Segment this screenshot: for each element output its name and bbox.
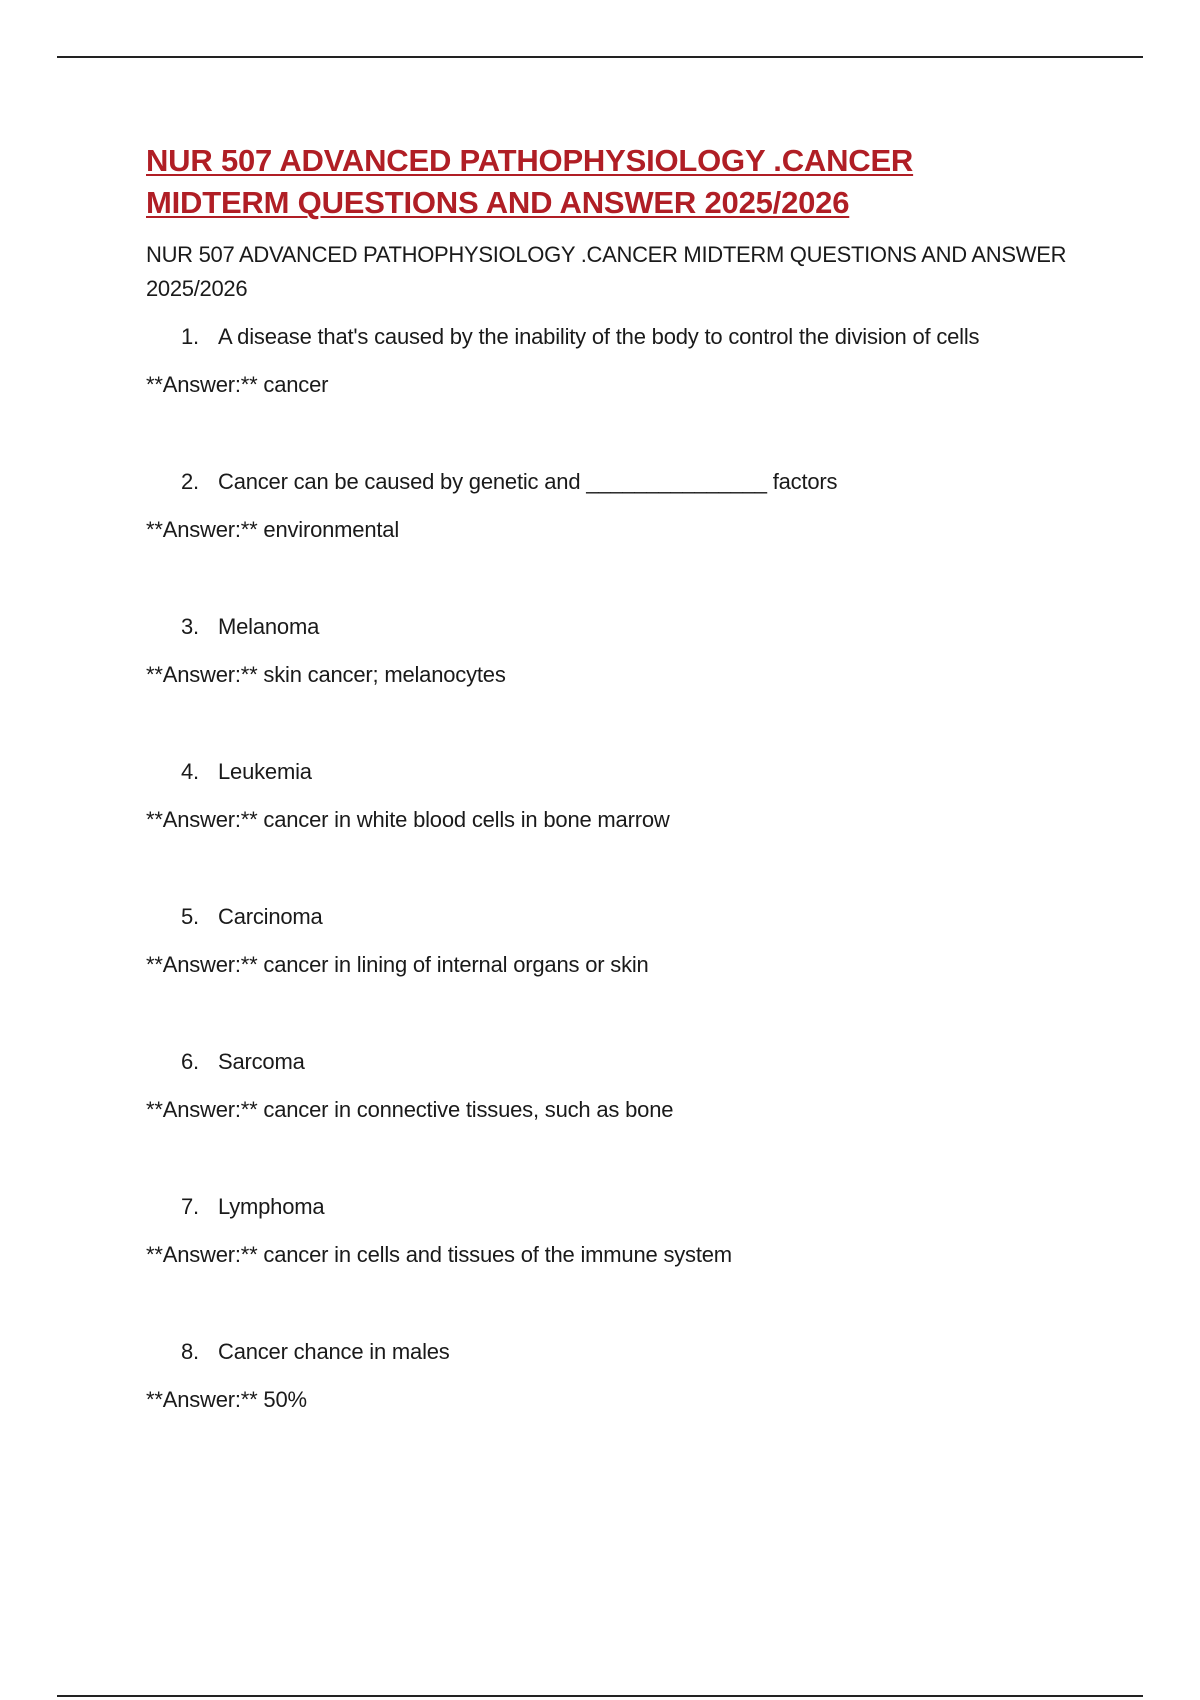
- qa-item-2: [146, 465, 1086, 610]
- question-number: 5.: [181, 904, 199, 929]
- question: [146, 1045, 1086, 1079]
- question-text: Cancer can be caused by genetic and _______________ factors: [218, 469, 838, 494]
- question-number: 6.: [181, 1049, 199, 1074]
- answer-text: **Answer:** cancer in lining of internal organs or skin: [146, 952, 649, 977]
- question-text: Cancer chance in males: [218, 1339, 450, 1364]
- qa-item-3: [146, 610, 1086, 755]
- qa-item-8: [146, 1335, 1086, 1480]
- question-text: A disease that's caused by the inability of the body to control the division of cells: [218, 324, 980, 349]
- qa-item-6: [146, 1045, 1086, 1190]
- question-number: 1.: [181, 324, 199, 349]
- question-text: Lymphoma: [218, 1194, 325, 1219]
- qa-item-4: [146, 755, 1086, 900]
- qa-list: [146, 320, 1086, 1480]
- question-number: 7.: [181, 1194, 199, 1219]
- document-title: [146, 140, 1086, 224]
- question: [146, 1190, 1086, 1224]
- answer-text: **Answer:** cancer in connective tissues, such as bone: [146, 1097, 674, 1122]
- qa-item-5: [146, 900, 1086, 1045]
- question: [146, 900, 1086, 934]
- title-line-1: NUR 507 ADVANCED PATHOPHYSIOLOGY .CANCER: [146, 143, 914, 178]
- question-text: Leukemia: [218, 759, 312, 784]
- qa-item-7: [146, 1190, 1086, 1335]
- question-text: Sarcoma: [218, 1049, 305, 1074]
- top-divider: [57, 56, 1143, 58]
- answer-text: **Answer:** environmental: [146, 517, 400, 542]
- question: [146, 320, 1086, 354]
- document-subtitle: NUR 507 ADVANCED PATHOPHYSIOLOGY .CANCER MIDTERM QUESTIONS AND ANSWER 2025/2026: [146, 242, 1067, 301]
- question-number: 2.: [181, 469, 199, 494]
- document-body: [146, 140, 1086, 1480]
- question: [146, 755, 1086, 789]
- question-number: 3.: [181, 614, 199, 639]
- question-text: Melanoma: [218, 614, 320, 639]
- question: [146, 465, 1086, 499]
- answer-text: **Answer:** 50%: [146, 1387, 307, 1412]
- title-line-2: MIDTERM QUESTIONS AND ANSWER 2025/2026: [146, 185, 850, 220]
- question: [146, 1335, 1086, 1369]
- question: [146, 610, 1086, 644]
- qa-item-1: [146, 320, 1086, 465]
- question-text: Carcinoma: [218, 904, 323, 929]
- answer-text: **Answer:** cancer in white blood cells in bone marrow: [146, 807, 670, 832]
- bottom-divider: [57, 1695, 1143, 1697]
- question-number: 4.: [181, 759, 199, 784]
- answer-text: **Answer:** cancer in cells and tissues of the immune system: [146, 1242, 732, 1267]
- question-number: 8.: [181, 1339, 199, 1364]
- answer-text: **Answer:** skin cancer; melanocytes: [146, 662, 506, 687]
- answer-text: **Answer:** cancer: [146, 372, 329, 397]
